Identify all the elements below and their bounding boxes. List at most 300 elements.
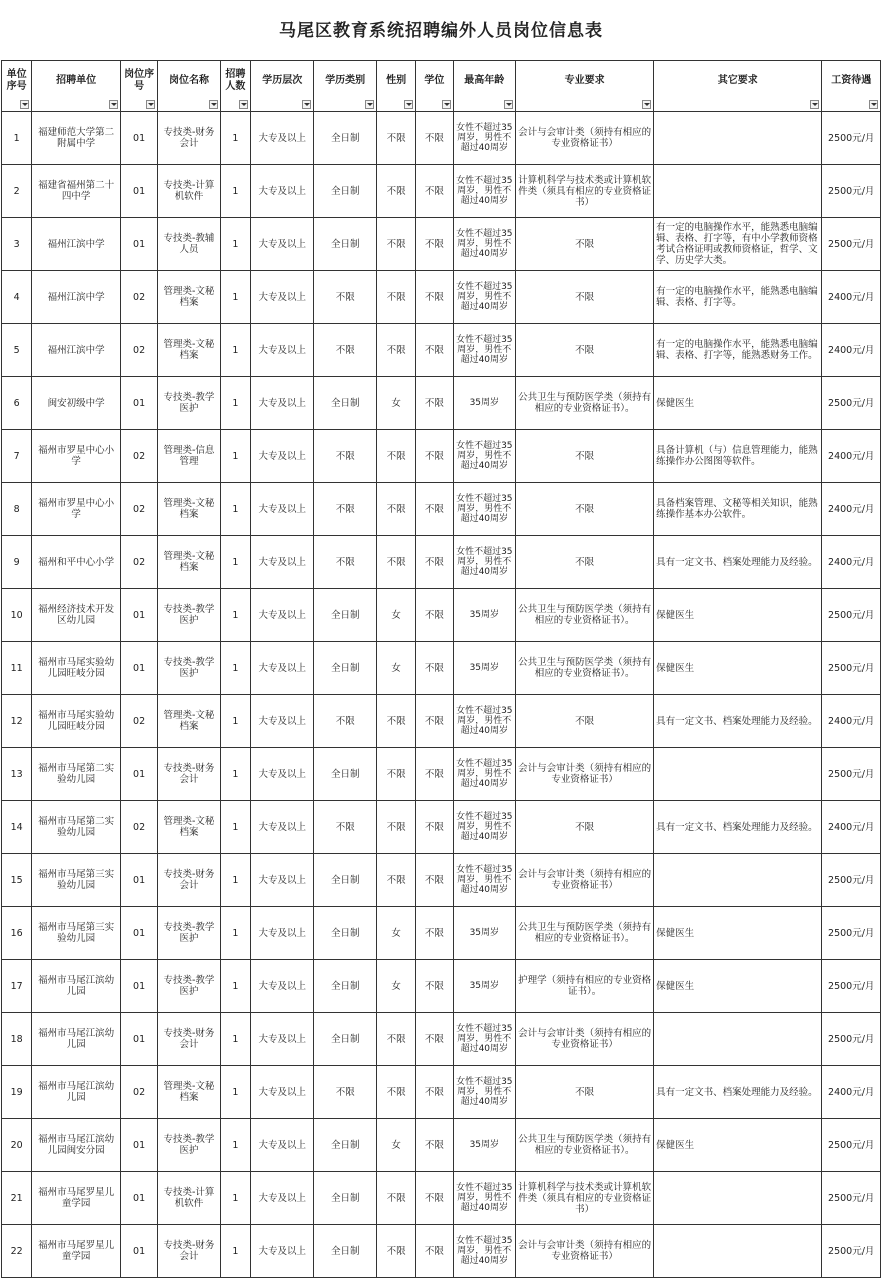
education-level-cell: 大专及以上 <box>250 960 314 1013</box>
salary-cell: 2500元/月 <box>822 854 881 907</box>
headcount-cell: 1 <box>220 165 250 218</box>
education-level-cell: 大专及以上 <box>250 271 314 324</box>
gender-cell: 不限 <box>376 1066 415 1119</box>
major-requirement-cell: 公共卫生与预防医学类（须持有相应的专业资格证书）。 <box>516 377 654 430</box>
post-no-cell: 02 <box>120 801 157 854</box>
education-level-cell: 大专及以上 <box>250 377 314 430</box>
unit-no-cell: 16 <box>2 907 32 960</box>
headcount-cell: 1 <box>220 960 250 1013</box>
headcount-cell: 1 <box>220 271 250 324</box>
gender-cell: 女 <box>376 907 415 960</box>
education-level-cell: 大专及以上 <box>250 1066 314 1119</box>
max-age-cell: 35周岁 <box>453 960 515 1013</box>
filter-dropdown-icon[interactable] <box>365 100 374 109</box>
post-name-cell: 专技类-教学医护 <box>158 960 220 1013</box>
table-row <box>2 112 881 165</box>
unit-no-cell: 2 <box>2 165 32 218</box>
post-no-cell: 01 <box>120 1172 157 1225</box>
table-row <box>2 377 881 430</box>
education-type-cell: 全日制 <box>314 165 376 218</box>
unit-name-cell: 福州市马尾罗星儿童学园 <box>32 1225 121 1278</box>
filter-dropdown-icon[interactable] <box>146 100 155 109</box>
filter-dropdown-icon[interactable] <box>109 100 118 109</box>
headcount-cell: 1 <box>220 801 250 854</box>
column-header <box>2 61 32 112</box>
headcount-cell: 1 <box>220 430 250 483</box>
major-requirement-cell: 会计与会审计类（须持有相应的专业资格证书） <box>516 112 654 165</box>
other-requirement-cell <box>654 112 822 165</box>
table-row <box>2 801 881 854</box>
education-level-cell: 大专及以上 <box>250 324 314 377</box>
education-level-cell: 大专及以上 <box>250 642 314 695</box>
gender-cell: 不限 <box>376 536 415 589</box>
major-requirement-cell: 不限 <box>516 1066 654 1119</box>
headcount-cell: 1 <box>220 1172 250 1225</box>
gender-cell: 不限 <box>376 324 415 377</box>
major-requirement-cell: 不限 <box>516 271 654 324</box>
filter-dropdown-icon[interactable] <box>442 100 451 109</box>
degree-cell: 不限 <box>416 1225 453 1278</box>
education-type-cell: 不限 <box>314 1066 376 1119</box>
other-requirement-cell <box>654 1172 822 1225</box>
filter-dropdown-icon[interactable] <box>302 100 311 109</box>
max-age-cell: 女性不超过35周岁，男性不超过40周岁 <box>453 430 515 483</box>
education-type-cell: 全日制 <box>314 377 376 430</box>
post-no-cell: 02 <box>120 483 157 536</box>
gender-cell: 不限 <box>376 1013 415 1066</box>
degree-cell: 不限 <box>416 218 453 271</box>
unit-name-cell: 福州市罗星中心小学 <box>32 483 121 536</box>
post-name-cell: 专技类-计算机软件 <box>158 165 220 218</box>
unit-name-cell: 福建省福州第二十四中学 <box>32 165 121 218</box>
salary-cell: 2400元/月 <box>822 536 881 589</box>
education-level-cell: 大专及以上 <box>250 1172 314 1225</box>
column-header <box>453 61 515 112</box>
degree-cell: 不限 <box>416 854 453 907</box>
salary-cell: 2500元/月 <box>822 1119 881 1172</box>
education-type-cell: 全日制 <box>314 907 376 960</box>
education-level-cell: 大专及以上 <box>250 536 314 589</box>
gender-cell: 不限 <box>376 801 415 854</box>
column-header <box>516 61 654 112</box>
post-no-cell: 02 <box>120 695 157 748</box>
salary-cell: 2400元/月 <box>822 1066 881 1119</box>
major-requirement-cell: 会计与会审计类（须持有相应的专业资格证书） <box>516 1013 654 1066</box>
unit-name-cell: 福州市马尾江滨幼儿园 <box>32 1013 121 1066</box>
education-type-cell: 不限 <box>314 801 376 854</box>
unit-name-cell: 福州市马尾第二实验幼儿园 <box>32 748 121 801</box>
table-row <box>2 430 881 483</box>
column-header <box>120 61 157 112</box>
post-no-cell: 02 <box>120 324 157 377</box>
post-no-cell: 01 <box>120 377 157 430</box>
unit-no-cell: 18 <box>2 1013 32 1066</box>
other-requirement-cell: 保健医生 <box>654 907 822 960</box>
major-requirement-cell: 护理学（须持有相应的专业资格证书）。 <box>516 960 654 1013</box>
unit-name-cell: 福建师范大学第二附属中学 <box>32 112 121 165</box>
salary-cell: 2400元/月 <box>822 695 881 748</box>
unit-name-cell: 福州市马尾第三实验幼儿园 <box>32 907 121 960</box>
table-row <box>2 165 881 218</box>
max-age-cell: 35周岁 <box>453 907 515 960</box>
unit-name-cell: 福州市马尾江滨幼儿园闽安分园 <box>32 1119 121 1172</box>
education-type-cell: 全日制 <box>314 589 376 642</box>
column-header-label: 学位 <box>424 75 445 86</box>
filter-dropdown-icon[interactable] <box>20 100 29 109</box>
column-header-label: 单位序号 <box>6 69 27 92</box>
education-type-cell: 全日制 <box>314 218 376 271</box>
column-header <box>32 61 121 112</box>
post-name-cell: 专技类-财务会计 <box>158 1225 220 1278</box>
unit-no-cell: 22 <box>2 1225 32 1278</box>
post-name-cell: 管理类-文秘档案 <box>158 271 220 324</box>
unit-no-cell: 3 <box>2 218 32 271</box>
unit-no-cell: 4 <box>2 271 32 324</box>
max-age-cell: 女性不超过35周岁，男性不超过40周岁 <box>453 1225 515 1278</box>
salary-cell: 2500元/月 <box>822 218 881 271</box>
education-type-cell: 全日制 <box>314 854 376 907</box>
max-age-cell: 女性不超过35周岁，男性不超过40周岁 <box>453 165 515 218</box>
job-table <box>1 60 881 1278</box>
gender-cell: 女 <box>376 1119 415 1172</box>
column-header-label: 工资待遇 <box>831 75 872 86</box>
other-requirement-cell: 有一定的电脑操作水平，能熟悉电脑编辑、表格、打字等。 <box>654 271 822 324</box>
unit-name-cell: 福州市马尾实验幼儿园旺岐分园 <box>32 642 121 695</box>
max-age-cell: 女性不超过35周岁，男性不超过40周岁 <box>453 112 515 165</box>
degree-cell: 不限 <box>416 1066 453 1119</box>
headcount-cell: 1 <box>220 483 250 536</box>
unit-no-cell: 8 <box>2 483 32 536</box>
gender-cell: 不限 <box>376 1172 415 1225</box>
table-row <box>2 589 881 642</box>
max-age-cell: 女性不超过35周岁，男性不超过40周岁 <box>453 536 515 589</box>
salary-cell: 2500元/月 <box>822 748 881 801</box>
education-type-cell: 全日制 <box>314 642 376 695</box>
post-name-cell: 专技类-计算机软件 <box>158 1172 220 1225</box>
post-no-cell: 02 <box>120 1066 157 1119</box>
other-requirement-cell: 具备计算机（与）信息管理能力，能熟练操作办公图图等软件。 <box>654 430 822 483</box>
education-level-cell: 大专及以上 <box>250 1225 314 1278</box>
column-header-label: 其它要求 <box>717 75 758 86</box>
table-row <box>2 1119 881 1172</box>
max-age-cell: 女性不超过35周岁，男性不超过40周岁 <box>453 748 515 801</box>
column-header <box>654 61 822 112</box>
gender-cell: 不限 <box>376 695 415 748</box>
headcount-cell: 1 <box>220 377 250 430</box>
post-no-cell: 02 <box>120 536 157 589</box>
other-requirement-cell <box>654 1013 822 1066</box>
degree-cell: 不限 <box>416 483 453 536</box>
headcount-cell: 1 <box>220 854 250 907</box>
gender-cell: 不限 <box>376 112 415 165</box>
gender-cell: 女 <box>376 589 415 642</box>
post-name-cell: 专技类-财务会计 <box>158 748 220 801</box>
table-row <box>2 218 881 271</box>
table-row <box>2 483 881 536</box>
page-title: 马尾区教育系统招聘编外人员岗位信息表 <box>279 21 603 41</box>
salary-cell: 2500元/月 <box>822 589 881 642</box>
post-no-cell: 01 <box>120 642 157 695</box>
post-name-cell: 专技类-教辅人员 <box>158 218 220 271</box>
post-no-cell: 02 <box>120 430 157 483</box>
table-row <box>2 1172 881 1225</box>
headcount-cell: 1 <box>220 695 250 748</box>
filter-dropdown-icon[interactable] <box>239 100 248 109</box>
other-requirement-cell <box>654 854 822 907</box>
education-type-cell: 不限 <box>314 483 376 536</box>
table-row <box>2 271 881 324</box>
other-requirement-cell: 保健医生 <box>654 377 822 430</box>
headcount-cell: 1 <box>220 324 250 377</box>
major-requirement-cell: 会计与会审计类（须持有相应的专业资格证书） <box>516 1225 654 1278</box>
column-header <box>220 61 250 112</box>
salary-cell: 2500元/月 <box>822 907 881 960</box>
unit-no-cell: 12 <box>2 695 32 748</box>
unit-name-cell: 福州和平中心小学 <box>32 536 121 589</box>
education-type-cell: 全日制 <box>314 112 376 165</box>
unit-name-cell: 福州市马尾江滨幼儿园 <box>32 960 121 1013</box>
post-name-cell: 专技类-教学医护 <box>158 589 220 642</box>
headcount-cell: 1 <box>220 748 250 801</box>
education-type-cell: 全日制 <box>314 960 376 1013</box>
column-header-label: 学历类别 <box>325 75 366 86</box>
table-row <box>2 695 881 748</box>
column-header-label: 岗位名称 <box>168 75 209 86</box>
salary-cell: 2500元/月 <box>822 642 881 695</box>
education-type-cell: 不限 <box>314 430 376 483</box>
major-requirement-cell: 不限 <box>516 695 654 748</box>
unit-no-cell: 11 <box>2 642 32 695</box>
post-name-cell: 专技类-财务会计 <box>158 112 220 165</box>
gender-cell: 不限 <box>376 271 415 324</box>
degree-cell: 不限 <box>416 642 453 695</box>
other-requirement-cell: 有一定的电脑操作水平，能熟悉电脑编辑、表格、打字等，有中小学教师资格考试合格证明或教师资格证，哲学、文学、历史学大类。 <box>654 218 822 271</box>
education-level-cell: 大专及以上 <box>250 589 314 642</box>
gender-cell: 不限 <box>376 1225 415 1278</box>
post-no-cell: 02 <box>120 271 157 324</box>
major-requirement-cell: 公共卫生与预防医学类（须持有相应的专业资格证书）。 <box>516 589 654 642</box>
max-age-cell: 女性不超过35周岁，男性不超过40周岁 <box>453 801 515 854</box>
max-age-cell: 女性不超过35周岁，男性不超过40周岁 <box>453 218 515 271</box>
gender-cell: 不限 <box>376 483 415 536</box>
education-level-cell: 大专及以上 <box>250 430 314 483</box>
max-age-cell: 女性不超过35周岁，男性不超过40周岁 <box>453 271 515 324</box>
max-age-cell: 女性不超过35周岁，男性不超过40周岁 <box>453 483 515 536</box>
education-level-cell: 大专及以上 <box>250 218 314 271</box>
other-requirement-cell: 具有一定文书、档案处理能力及经验。 <box>654 695 822 748</box>
column-header-label: 招聘人数 <box>225 69 246 92</box>
education-type-cell: 全日制 <box>314 1013 376 1066</box>
column-header-label: 专业要求 <box>564 75 605 86</box>
unit-no-cell: 14 <box>2 801 32 854</box>
post-name-cell: 专技类-财务会计 <box>158 1013 220 1066</box>
salary-cell: 2400元/月 <box>822 801 881 854</box>
other-requirement-cell: 具有一定文书、档案处理能力及经验。 <box>654 536 822 589</box>
education-type-cell: 全日制 <box>314 1225 376 1278</box>
major-requirement-cell: 公共卫生与预防医学类（须持有相应的专业资格证书）。 <box>516 907 654 960</box>
education-level-cell: 大专及以上 <box>250 854 314 907</box>
unit-no-cell: 15 <box>2 854 32 907</box>
filter-dropdown-icon[interactable] <box>869 100 878 109</box>
other-requirement-cell: 保健医生 <box>654 1119 822 1172</box>
other-requirement-cell: 保健医生 <box>654 960 822 1013</box>
post-name-cell: 管理类-文秘档案 <box>158 1066 220 1119</box>
post-name-cell: 专技类-教学医护 <box>158 642 220 695</box>
unit-no-cell: 7 <box>2 430 32 483</box>
post-name-cell: 管理类-信息管理 <box>158 430 220 483</box>
unit-no-cell: 9 <box>2 536 32 589</box>
table-row <box>2 748 881 801</box>
headcount-cell: 1 <box>220 112 250 165</box>
education-type-cell: 全日制 <box>314 1172 376 1225</box>
degree-cell: 不限 <box>416 960 453 1013</box>
major-requirement-cell: 不限 <box>516 218 654 271</box>
filter-dropdown-icon[interactable] <box>642 100 651 109</box>
salary-cell: 2400元/月 <box>822 324 881 377</box>
other-requirement-cell <box>654 165 822 218</box>
unit-no-cell: 1 <box>2 112 32 165</box>
table-row <box>2 854 881 907</box>
headcount-cell: 1 <box>220 1013 250 1066</box>
unit-name-cell: 福州江滨中学 <box>32 271 121 324</box>
salary-cell: 2400元/月 <box>822 430 881 483</box>
salary-cell: 2500元/月 <box>822 1172 881 1225</box>
major-requirement-cell: 不限 <box>516 324 654 377</box>
max-age-cell: 女性不超过35周岁，男性不超过40周岁 <box>453 695 515 748</box>
other-requirement-cell <box>654 1225 822 1278</box>
education-level-cell: 大专及以上 <box>250 695 314 748</box>
column-header-label: 性别 <box>386 75 407 86</box>
other-requirement-cell: 具有一定文书、档案处理能力及经验。 <box>654 1066 822 1119</box>
education-level-cell: 大专及以上 <box>250 748 314 801</box>
gender-cell: 不限 <box>376 854 415 907</box>
gender-cell: 女 <box>376 642 415 695</box>
education-type-cell: 不限 <box>314 695 376 748</box>
major-requirement-cell: 会计与会审计类（须持有相应的专业资格证书） <box>516 854 654 907</box>
unit-name-cell: 福州江滨中学 <box>32 324 121 377</box>
column-header <box>250 61 314 112</box>
filter-dropdown-icon[interactable] <box>504 100 513 109</box>
post-no-cell: 01 <box>120 854 157 907</box>
unit-no-cell: 19 <box>2 1066 32 1119</box>
max-age-cell: 35周岁 <box>453 642 515 695</box>
unit-name-cell: 福州市马尾第三实验幼儿园 <box>32 854 121 907</box>
column-header <box>158 61 220 112</box>
max-age-cell: 35周岁 <box>453 377 515 430</box>
unit-name-cell: 福州市马尾江滨幼儿园 <box>32 1066 121 1119</box>
column-header-label: 最高年龄 <box>464 75 505 86</box>
post-name-cell: 管理类-文秘档案 <box>158 324 220 377</box>
gender-cell: 女 <box>376 377 415 430</box>
post-name-cell: 管理类-文秘档案 <box>158 801 220 854</box>
major-requirement-cell: 不限 <box>516 483 654 536</box>
max-age-cell: 女性不超过35周岁，男性不超过40周岁 <box>453 1172 515 1225</box>
gender-cell: 不限 <box>376 430 415 483</box>
unit-name-cell: 福州市马尾罗星儿童学园 <box>32 1172 121 1225</box>
education-type-cell: 不限 <box>314 271 376 324</box>
unit-no-cell: 21 <box>2 1172 32 1225</box>
unit-name-cell: 福州市马尾第二实验幼儿园 <box>32 801 121 854</box>
max-age-cell: 女性不超过35周岁，男性不超过40周岁 <box>453 854 515 907</box>
major-requirement-cell: 不限 <box>516 430 654 483</box>
table-row <box>2 642 881 695</box>
table-row <box>2 960 881 1013</box>
headcount-cell: 1 <box>220 907 250 960</box>
other-requirement-cell <box>654 748 822 801</box>
column-header <box>376 61 415 112</box>
post-no-cell: 01 <box>120 112 157 165</box>
other-requirement-cell: 保健医生 <box>654 642 822 695</box>
table-row <box>2 1013 881 1066</box>
post-no-cell: 01 <box>120 218 157 271</box>
table-body <box>2 112 881 1278</box>
salary-cell: 2500元/月 <box>822 1013 881 1066</box>
salary-cell: 2400元/月 <box>822 271 881 324</box>
education-type-cell: 全日制 <box>314 1119 376 1172</box>
unit-no-cell: 17 <box>2 960 32 1013</box>
major-requirement-cell: 不限 <box>516 801 654 854</box>
unit-name-cell: 闽安初级中学 <box>32 377 121 430</box>
other-requirement-cell: 保健医生 <box>654 589 822 642</box>
gender-cell: 女 <box>376 960 415 1013</box>
degree-cell: 不限 <box>416 430 453 483</box>
degree-cell: 不限 <box>416 377 453 430</box>
degree-cell: 不限 <box>416 1119 453 1172</box>
unit-no-cell: 5 <box>2 324 32 377</box>
table-row <box>2 1225 881 1278</box>
gender-cell: 不限 <box>376 748 415 801</box>
headcount-cell: 1 <box>220 218 250 271</box>
filter-dropdown-icon[interactable] <box>209 100 218 109</box>
max-age-cell: 女性不超过35周岁，男性不超过40周岁 <box>453 1013 515 1066</box>
unit-name-cell: 福州市罗星中心小学 <box>32 430 121 483</box>
education-type-cell: 全日制 <box>314 748 376 801</box>
degree-cell: 不限 <box>416 748 453 801</box>
major-requirement-cell: 计算机科学与技术类或计算机软件类（须具有相应的专业资格证书） <box>516 165 654 218</box>
post-no-cell: 01 <box>120 960 157 1013</box>
filter-dropdown-icon[interactable] <box>810 100 819 109</box>
unit-name-cell: 福州经济技术开发区幼儿园 <box>32 589 121 642</box>
degree-cell: 不限 <box>416 907 453 960</box>
unit-no-cell: 20 <box>2 1119 32 1172</box>
education-level-cell: 大专及以上 <box>250 483 314 536</box>
table-row <box>2 536 881 589</box>
post-no-cell: 01 <box>120 1225 157 1278</box>
column-header <box>416 61 453 112</box>
post-name-cell: 管理类-文秘档案 <box>158 695 220 748</box>
degree-cell: 不限 <box>416 536 453 589</box>
education-level-cell: 大专及以上 <box>250 1119 314 1172</box>
headcount-cell: 1 <box>220 1225 250 1278</box>
post-no-cell: 01 <box>120 907 157 960</box>
filter-dropdown-icon[interactable] <box>404 100 413 109</box>
major-requirement-cell: 不限 <box>516 536 654 589</box>
table-row <box>2 1066 881 1119</box>
unit-name-cell: 福州江滨中学 <box>32 218 121 271</box>
post-no-cell: 01 <box>120 748 157 801</box>
post-no-cell: 01 <box>120 589 157 642</box>
education-level-cell: 大专及以上 <box>250 165 314 218</box>
table-row <box>2 907 881 960</box>
salary-cell: 2500元/月 <box>822 165 881 218</box>
degree-cell: 不限 <box>416 1172 453 1225</box>
education-type-cell: 不限 <box>314 324 376 377</box>
other-requirement-cell: 具备档案管理、文秘等相关知识，能熟练操作基本办公软件。 <box>654 483 822 536</box>
degree-cell: 不限 <box>416 112 453 165</box>
post-name-cell: 专技类-教学医护 <box>158 377 220 430</box>
education-level-cell: 大专及以上 <box>250 907 314 960</box>
max-age-cell: 35周岁 <box>453 1119 515 1172</box>
